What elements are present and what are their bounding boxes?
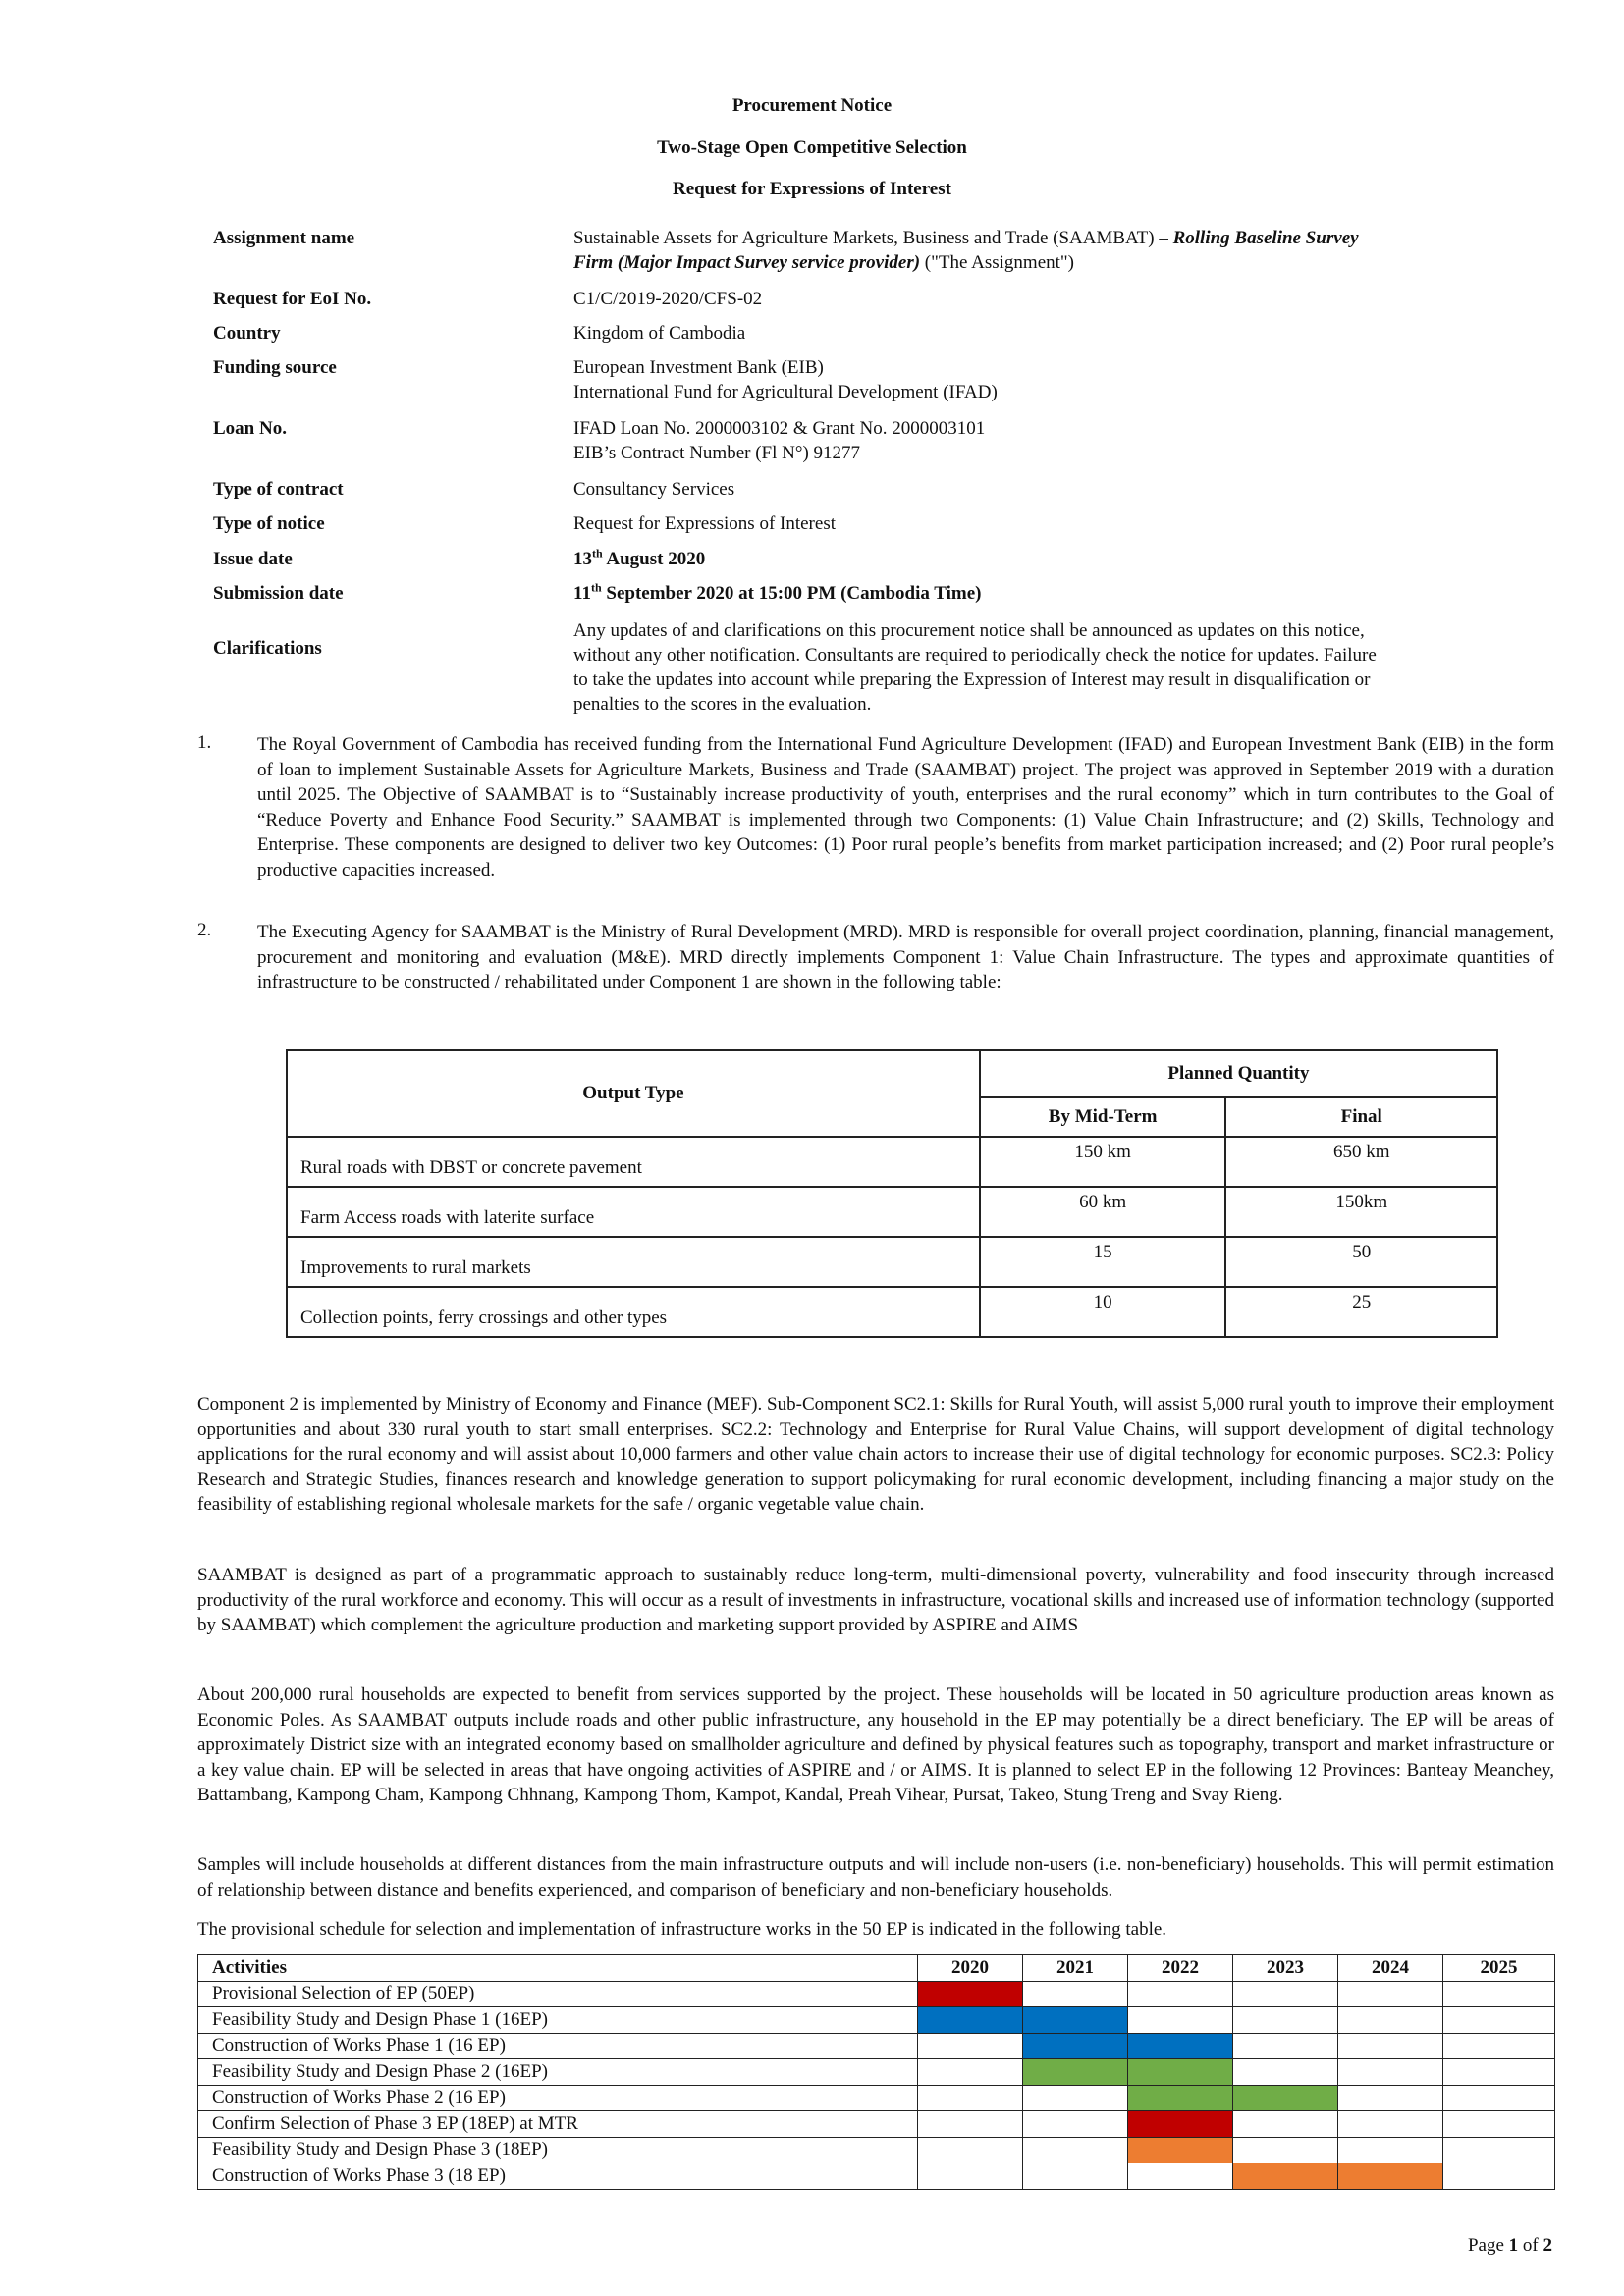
final-cell: 25 xyxy=(1225,1287,1497,1337)
schedule-bar-cell xyxy=(1023,2059,1128,2086)
submission-date-day: 11 xyxy=(573,583,591,604)
schedule-empty-cell xyxy=(1233,2111,1338,2138)
schedule-empty-cell xyxy=(918,2137,1023,2163)
page-of: of xyxy=(1522,2235,1539,2256)
notice-type-label: Type of notice xyxy=(213,513,325,534)
schedule-empty-cell xyxy=(1233,2033,1338,2059)
schedule-empty-cell xyxy=(1443,2033,1555,2059)
loan-number-value xyxy=(573,416,1555,465)
year-header: 2020 xyxy=(918,1955,1023,1982)
schedule-bar-cell xyxy=(918,2007,1023,2034)
funding-source-value xyxy=(573,355,1555,404)
notice-subtitle: Request for Expressions of Interest xyxy=(673,179,951,199)
mid-term-cell: 60 km xyxy=(980,1187,1226,1237)
schedule-empty-cell xyxy=(1338,2085,1443,2111)
schedule-bar-cell xyxy=(918,1981,1023,2007)
schedule-empty-cell xyxy=(918,2085,1023,2111)
country-label: Country xyxy=(213,323,281,344)
table-row xyxy=(287,1137,1497,1187)
output-type-cell: Improvements to rural markets xyxy=(287,1237,980,1287)
funding-source-eib: European Investment Bank (EIB) xyxy=(573,357,824,378)
schedule-empty-cell xyxy=(1443,2059,1555,2086)
submission-date-suffix: th xyxy=(590,580,602,595)
schedule-empty-cell xyxy=(1338,2033,1443,2059)
output-type-cell: Rural roads with DBST or concrete pavement xyxy=(287,1137,980,1187)
schedule-empty-cell xyxy=(1338,2137,1443,2163)
selection-method: Two-Stage Open Competitive Selection xyxy=(657,137,967,158)
year-header: 2023 xyxy=(1233,1955,1338,1982)
page-number xyxy=(1468,2235,1552,2257)
final-header: Final xyxy=(1225,1097,1497,1137)
mid-term-header: By Mid-Term xyxy=(980,1097,1226,1137)
funding-source-ifad: International Fund for Agricultural Development (IFAD) xyxy=(573,382,998,402)
schedule-empty-cell xyxy=(1338,2007,1443,2034)
schedule-bar-cell xyxy=(1128,2137,1233,2163)
loan-number-label: Loan No. xyxy=(213,418,287,439)
final-cell: 650 km xyxy=(1225,1137,1497,1187)
submission-date-label: Submission date xyxy=(213,583,344,604)
clarifications-line: without any other notification. Consultants are required to periodically check the notice for updates. Failure xyxy=(573,645,1377,666)
paragraph-1-number: 1. xyxy=(197,732,212,753)
activity-cell: Construction of Works Phase 2 (16 EP) xyxy=(198,2085,918,2111)
activities-header: Activities xyxy=(198,1955,918,1982)
output-type-cell: Farm Access roads with laterite surface xyxy=(287,1187,980,1237)
year-header: 2021 xyxy=(1023,1955,1128,1982)
clarifications-line: penalties to the scores in the evaluation. xyxy=(573,694,872,715)
loan-number-ifad: IFAD Loan No. 2000003102 & Grant No. 2000003101 xyxy=(573,418,986,439)
final-cell: 50 xyxy=(1225,1237,1497,1287)
planned-quantity-header: Planned Quantity xyxy=(980,1050,1497,1097)
schedule-empty-cell xyxy=(1128,1981,1233,2007)
schedule-bar-cell xyxy=(1338,2163,1443,2190)
issue-date-month-year: August 2020 xyxy=(606,549,706,569)
issue-date-value xyxy=(573,547,1555,571)
funding-source-label: Funding source xyxy=(213,357,337,378)
clarifications-line: Any updates of and clarifications on this procurement notice shall be announced as updates on this notice, xyxy=(573,620,1365,641)
paragraph-2: The Executing Agency for SAAMBAT is the Ministry of Rural Development (MRD). MRD is responsible for overall project coordination, planning, financial management, procurement and monitoring and evaluation (M&E). MRD directly implements Component 1: Value Chain Infrastructure. The types and approximate quantities of infrastructure to be constructed / rehabilitated under Component 1 are shown in the following table: xyxy=(257,922,1554,993)
clarifications-line: to take the updates into account while preparing the Expression of Interest may result in disqualification or xyxy=(573,669,1371,690)
schedule-row xyxy=(198,1981,1555,2007)
assignment-value xyxy=(573,226,1555,275)
activity-cell: Feasibility Study and Design Phase 3 (18EP) xyxy=(198,2137,918,2163)
schedule-empty-cell xyxy=(1023,2163,1128,2190)
total-pages: 2 xyxy=(1543,2235,1552,2256)
schedule-empty-cell xyxy=(1443,2163,1555,2190)
schedule-empty-cell xyxy=(1443,2085,1555,2111)
schedule-empty-cell xyxy=(1128,2163,1233,2190)
contract-type-value: Consultancy Services xyxy=(573,479,735,500)
mid-term-cell: 10 xyxy=(980,1287,1226,1337)
schedule-bar-cell xyxy=(1128,2033,1233,2059)
year-header: 2024 xyxy=(1338,1955,1443,1982)
assignment-value-emphasis-2: Firm (Major Impact Survey service provider) xyxy=(573,252,921,273)
schedule-empty-cell xyxy=(1338,1981,1443,2007)
schedule-empty-cell xyxy=(1023,2111,1128,2138)
schedule-row xyxy=(198,2137,1555,2163)
schedule-empty-cell xyxy=(918,2111,1023,2138)
mid-term-cell: 150 km xyxy=(980,1137,1226,1187)
schedule-table xyxy=(197,1954,1555,2190)
schedule-bar-cell xyxy=(1128,2111,1233,2138)
paragraph-programmatic-approach: SAAMBAT is designed as part of a programmatic approach to sustainably reduce long-term, multi-dimensional poverty, vulnerability and food insecurity through increased productivity of the rural workforce and economy. This will occur as a result of investments in infrastructure, vocational skills and increased use of information technology (supported by SAAMBAT) which complement the agriculture production and marketing support provided by ASPIRE and AIMS xyxy=(197,1565,1554,1636)
schedule-row xyxy=(198,2007,1555,2034)
schedule-empty-cell xyxy=(1338,2059,1443,2086)
schedule-bar-cell xyxy=(1128,2085,1233,2111)
schedule-empty-cell xyxy=(1443,2137,1555,2163)
schedule-row xyxy=(198,2033,1555,2059)
schedule-empty-cell xyxy=(918,2163,1023,2190)
clarifications-label: Clarifications xyxy=(213,638,322,659)
schedule-bar-cell xyxy=(1233,2163,1338,2190)
schedule-bar-cell xyxy=(1023,2033,1128,2059)
activity-cell: Provisional Selection of EP (50EP) xyxy=(198,1981,918,2007)
year-header: 2022 xyxy=(1128,1955,1233,1982)
schedule-empty-cell xyxy=(1023,2085,1128,2111)
schedule-empty-cell xyxy=(1233,2059,1338,2086)
table-row xyxy=(287,1187,1497,1237)
schedule-empty-cell xyxy=(1023,1981,1128,2007)
issue-date-label: Issue date xyxy=(213,549,293,569)
output-type-cell: Collection points, ferry crossings and other types xyxy=(287,1287,980,1337)
assignment-label: Assignment name xyxy=(213,228,355,248)
schedule-empty-cell xyxy=(918,2059,1023,2086)
schedule-empty-cell xyxy=(1443,1981,1555,2007)
activity-cell: Feasibility Study and Design Phase 1 (16EP) xyxy=(198,2007,918,2034)
schedule-empty-cell xyxy=(1128,2007,1233,2034)
activity-cell: Confirm Selection of Phase 3 EP (18EP) at MTR xyxy=(198,2111,918,2138)
schedule-empty-cell xyxy=(1023,2137,1128,2163)
assignment-value-emphasis-1: Rolling Baseline Survey xyxy=(1172,228,1359,248)
contract-type-label: Type of contract xyxy=(213,479,344,500)
schedule-empty-cell xyxy=(1233,2007,1338,2034)
notice-title: Procurement Notice xyxy=(731,95,893,116)
output-quantity-table xyxy=(286,1049,1498,1338)
schedule-bar-cell xyxy=(1128,2059,1233,2086)
activity-cell: Construction of Works Phase 1 (16 EP) xyxy=(198,2033,918,2059)
schedule-row xyxy=(198,2059,1555,2086)
submission-date-value xyxy=(573,581,1555,606)
schedule-rows xyxy=(198,1981,1555,2189)
schedule-row xyxy=(198,2111,1555,2138)
paragraph-samples: Samples will include households at different distances from the main infrastructure outputs and will include non-users (i.e. non-beneficiary) households. This will permit estimation of relationship between distance and benefits experienced, and comparison of beneficiary and non-beneficiary households. xyxy=(197,1854,1554,1900)
table-row xyxy=(287,1237,1497,1287)
activity-cell: Construction of Works Phase 3 (18 EP) xyxy=(198,2163,918,2190)
schedule-empty-cell xyxy=(1233,2137,1338,2163)
submission-date-rest: September 2020 at 15:00 PM (Cambodia Time) xyxy=(606,583,982,604)
schedule-empty-cell xyxy=(1443,2111,1555,2138)
schedule-bar-cell xyxy=(1023,2007,1128,2034)
schedule-row xyxy=(198,2085,1555,2111)
paragraph-1: The Royal Government of Cambodia has received funding from the International Fund Agriculture Development (IFAD) and European Investment Bank (EIB) in the form of loan to implement Sustainable Assets for Agriculture Markets, Business and Trade (SAAMBAT) project. The project was approved in September 2019 with a duration until 2025. The Objective of SAAMBAT is to “Sustainably increase productivity of youth, enterprises and the rural economy” which in turn contributes to the Goal of “Reduce Poverty and Enhance Food Security.” SAAMBAT is implemented through two Components: (1) Value Chain Infrastructure; and (2) Skills, Technology and Enterprise. These components are designed to deliver two key Outcomes: (1) Poor rural people’s benefits from market participation increased; and (2) Poor rural people’s productive capacities increased. xyxy=(257,734,1554,881)
loan-number-eib: EIB’s Contract Number (Fl N°) 91277 xyxy=(573,443,861,463)
notice-type-value: Request for Expressions of Interest xyxy=(573,513,836,534)
eoi-number-label: Request for EoI No. xyxy=(213,289,372,309)
eoi-number-value: C1/C/2019-2020/CFS-02 xyxy=(573,289,763,309)
issue-date-day: 13 xyxy=(573,549,592,569)
final-cell: 150km xyxy=(1225,1187,1497,1237)
clarifications-value xyxy=(573,618,1555,717)
mid-term-cell: 15 xyxy=(980,1237,1226,1287)
output-type-header: Output Type xyxy=(287,1050,980,1137)
schedule-empty-cell xyxy=(1443,2007,1555,2034)
issue-date-suffix: th xyxy=(592,546,603,561)
assignment-value-plain: Sustainable Assets for Agriculture Markets, Business and Trade (SAAMBAT) – xyxy=(573,228,1168,248)
paragraph-2-number: 2. xyxy=(197,920,212,940)
paragraph-component-2: Component 2 is implemented by Ministry of Economy and Finance (MEF). Sub-Component SC2.1: Skills for Rural Youth, will assist 5,000 rural youth to improve their employment opportunities and about 330 rural youth to start small enterprises. SC2.2: Technology and Enterprise for Rural Value Chains, will support development of digital technology applications for the rural economy and will assist about 10,000 farmers and other value chain actors to increase their use of digital technology for economic purposes. SC2.3: Policy Research and Strategic Studies, finances research and knowledge generation to support policymaking for rural economic development, including financing a major study on the feasibility of establishing regional wholesale markets for the safe / organic vegetable value chain. xyxy=(197,1394,1554,1516)
year-header: 2025 xyxy=(1443,1955,1555,1982)
schedule-empty-cell xyxy=(1233,1981,1338,2007)
current-page: 1 xyxy=(1508,2235,1519,2256)
paragraph-households: About 200,000 rural households are expected to benefit from services supported by the project. These households will be located in 50 agriculture production areas known as Economic Poles. As SAAMBAT outputs include roads and other public infrastructure, any household in the EP may potentially be a direct beneficiary. The EP will be areas of approximately District size with an integrated economy based on smallholder agriculture and defined by physical features such as topography, transport and market infrastructure or a key value chain. EP will be selected in areas that have ongoing activities of ASPIRE and / or AIMS. It is planned to select EP in the following 12 Provinces: Banteay Meanchey, Battambang, Kampong Cham, Kampong Chhnang, Kampong Thom, Kampot, Kandal, Preah Vihear, Pursat, Takeo, Stung Treng and Svay Rieng. xyxy=(197,1684,1554,1806)
page-label: Page xyxy=(1467,2235,1504,2256)
schedule-empty-cell xyxy=(918,2033,1023,2059)
activity-cell: Feasibility Study and Design Phase 2 (16EP) xyxy=(198,2059,918,2086)
schedule-bar-cell xyxy=(1233,2085,1338,2111)
schedule-empty-cell xyxy=(1338,2111,1443,2138)
country-value: Kingdom of Cambodia xyxy=(573,323,746,344)
paragraph-schedule-intro: The provisional schedule for selection and implementation of infrastructure works in the 50 EP is indicated in the following table. xyxy=(197,1919,1167,1940)
assignment-value-tail: ("The Assignment") xyxy=(924,252,1074,273)
schedule-row xyxy=(198,2163,1555,2190)
table-row xyxy=(287,1287,1497,1337)
